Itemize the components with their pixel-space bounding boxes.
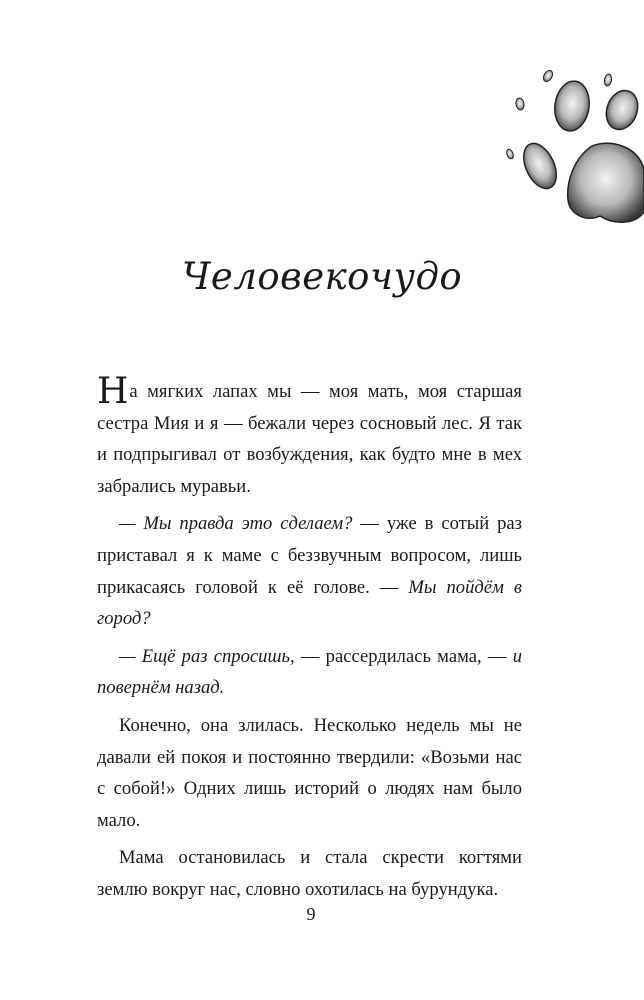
paragraph [97,710,522,836]
dialogue-italic: — Мы правда это сделаем? [119,513,353,535]
paragraph [97,641,522,704]
paragraph-text: Конечно, она злилась. Несколько недель мы не давали ей покоя и постоянно твердили: «Возьми нас с собой!» Одних лишь историй о людях нам было мало. [97,714,522,831]
paragraph-text: Мама остановилась и стала скрести когтями землю вокруг нас, словно охотилась на бурундука. [97,847,522,900]
dialogue-italic: и повернём назад. [97,645,522,699]
paragraph-text: , — рассердилась мама, — [289,645,513,667]
paw-print-icon [500,66,644,226]
paragraph [97,842,522,905]
page-number: 9 [306,904,316,924]
dialogue-italic: Мы пойдём в город? [97,576,522,630]
paragraph-text: а мягких лапах мы — моя мать, моя старшая сестра Мия и я — бежали через сосновый лес. Я так и подпрыгивал от возбуждения, как будто мне в мех забрались муравьи. [97,381,522,497]
paragraph [97,508,522,634]
dialogue-italic: — Ещё раз спросишь [119,645,290,667]
chapter-title: Человекочудо [181,255,463,298]
paragraph [97,371,522,502]
chapter-body [97,371,522,912]
drop-cap: Н [97,371,129,412]
paragraph-text: — уже в сотый раз приставал я к маме с беззвучным вопросом, лишь прикасаясь головой к её голове. — [97,513,522,598]
